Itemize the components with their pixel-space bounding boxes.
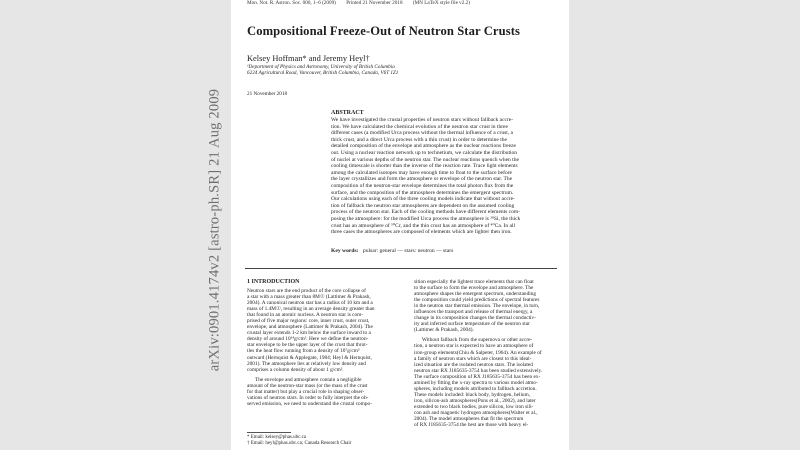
text-line: We have investigated the crustal properties of neutron stars without fallback accre- — [331, 117, 514, 123]
text-line: comprises a column density of about 1 g/cm². — [247, 366, 344, 373]
text-line: the composition could yield predictions of spectral features — [414, 297, 540, 304]
footnote: † Email: heyl@phas.ubc.ca; Canada Research Chair — [247, 441, 352, 446]
printed-date: Printed 21 November 2018 — [346, 0, 403, 6]
text-line: (Lattimer & Prakash, 2004). — [414, 327, 474, 334]
left-column-text — [247, 288, 391, 407]
section-heading: 1 INTRODUCTION — [247, 279, 300, 285]
text-line: The surface composition of RX J185635-3754 has been ex- — [414, 373, 541, 380]
text-line: posing the atmosphere: for the modified Urca process the atmosphere is ²⁸Si, the thick — [331, 215, 521, 222]
text-line: 2004). The model atmospheres that fit the spectrum — [414, 416, 524, 423]
text-line: thick crust, and a direct Urca process with a thin crust) in order to determine the — [331, 136, 507, 143]
keywords — [331, 248, 453, 254]
text-line: three cases the atmospheres are composed of elements which are lighter then iron. — [331, 229, 512, 236]
text-line: different cases (a modified Urca process without the thermal influence of a crust, a — [331, 130, 513, 137]
text-line: star envelope to be the upper layer of the crust that throt- — [247, 342, 368, 349]
text-line: iron-group elements(Chiu & Salpeter, 1964). An example of — [414, 349, 542, 356]
text-line: ized situation are the isolated neutron stars. The isolated — [414, 361, 533, 368]
running-head — [247, 0, 479, 6]
text-line: prised of five major regions: core, inner crust, outer crust, — [247, 318, 370, 325]
text-line: tion, a neutron star is expected to have an atmosphere of — [414, 343, 534, 350]
affiliation — [247, 64, 398, 77]
text-line: vations of neutron stars. In order to fully interpret the ob- — [247, 394, 369, 401]
text-line: tles the heat flow running from a density of 10⁷g/cm³ — [247, 348, 360, 355]
affiliation-line: 6224 Agricultural Road, Vancouver, British Columbia, Canada, V6T 1Z1 — [247, 70, 399, 77]
abstract-body — [331, 117, 557, 236]
footnote: * Email: kelsey@phas.ubc.ca — [247, 435, 307, 440]
text-line: Without fallback from the supernova or other accre- — [422, 337, 533, 344]
right-column — [414, 279, 558, 428]
text-line: of nuclei at various depths of the neutron star. The nuclear reactions quench when the — [331, 156, 519, 163]
text-line: ity and inferred surface temperature of the neutron star — [414, 321, 530, 328]
text-line: among the calculated isotopes may have enough time to float to the surface before — [331, 169, 512, 176]
text-line: that found in an atomic nucleus. A neutron star is com- — [247, 312, 364, 319]
text-line: tion. We have calculated the chemical evolution of the neutron star crust in three — [331, 123, 508, 130]
text-line: served emission, we need to understand the crustal compo- — [247, 400, 372, 407]
text-line: influences the transport and release of thermal energy, a — [414, 309, 533, 316]
keywords-text: pulsar: general — stars: neutron — stars — [362, 248, 454, 254]
abstract-heading: ABSTRACT — [331, 110, 364, 116]
text-line: amount of the neutron-star mass (or the mass of the crust — [247, 382, 368, 389]
text-line: atmosphere shapes the emergent spectrum, understanding — [414, 291, 536, 298]
affiliation-line: ¹Department of Physics and Astronomy, University of British Columbia — [247, 64, 395, 70]
arxiv-stamp: arXiv:0901.4174v2 [astro-ph.SR] 21 Aug 2009 — [206, 88, 223, 372]
keywords-label: Key words: — [331, 248, 359, 254]
text-line: composition of the neutron-star envelope determines the total photon flux from the — [331, 182, 514, 189]
text-line: neutron star RX J185635-3754 has been studied extensively. — [414, 367, 543, 374]
text-line: extended to two black bodies, pure silicon, low iron sili- — [414, 403, 534, 410]
text-line: detailed composition of the envelope and atmosphere as the nuclear reactions freeze — [331, 143, 516, 150]
journal-citation: Mon. Not. R. Astron. Soc. 000, 1–6 (2009) — [247, 0, 336, 6]
abstract — [331, 110, 557, 236]
text-line: density of around 10¹⁴g/cm³. Here we define the neutron- — [247, 336, 369, 343]
text-line: a star with a mass greater than 8M☉ (Lattimer & Prakash, — [247, 294, 371, 301]
text-line: con ash and magnetic hydrogen atmospheres(Walter et al., — [414, 409, 538, 416]
right-column-text — [414, 279, 558, 428]
footnote-rule — [247, 432, 291, 433]
text-line: for that matter) but play a crucial role in shaping obser- — [247, 388, 365, 395]
text-line: in the neutron star thermal emission. The envelope, in turn, — [414, 303, 540, 310]
paper-date: 21 November 2018 — [247, 91, 288, 97]
text-line: of RX J185635-3754 the best are those with heavy el- — [414, 422, 529, 429]
text-line: out. Using a nuclear reaction network up to technetium, we calculate the distribution — [331, 149, 518, 156]
text-line: cooling timescale is shorter than the inverse of the reaction rate. Trace light elements — [331, 163, 518, 170]
text-line: 2004). A canonical neutron star has a radius of 10 km and a — [247, 300, 373, 307]
text-line: surface, and the composition of the atmosphere determines the emergent spectrum. — [331, 189, 514, 196]
text-line: process of the neutron star. Each of the cooling methods have different elements com- — [331, 209, 520, 216]
text-line: iron, silicon-ash atmospheres(Pons et al., 2002), and later — [414, 397, 536, 404]
text-line: the layer crystallizes and form the atmosphere or envelope of the neutron star. The — [331, 176, 513, 183]
text-line: crust has an atmosphere of ⁵⁰Cr, and the thin crust has an atmosphere of ⁴⁰Ca. In all — [331, 222, 515, 229]
style-file-note: (MN LaTeX style file v2.2) — [412, 0, 470, 6]
text-line: 2001). The atmosphere lies at relatively low density and — [247, 360, 366, 367]
left-column — [247, 279, 391, 407]
text-line: to the surface to form the envelope and atmosphere. The — [414, 285, 534, 292]
text-line: envelope, and atmosphere (Lattimer & Prakash, 2004). The — [247, 324, 373, 331]
text-line: These models included: black body, hydrogen, helium, — [414, 391, 531, 398]
text-line: spheres, including models attributed to fallback accretion. — [414, 385, 537, 392]
text-line: crustal layer extends 1-2 km below the surface inward to a — [247, 330, 371, 337]
text-line: sition especially the lightest trace elements that can float — [414, 279, 534, 285]
text-line: a family of neutron stars which are closest to this ideal- — [414, 355, 532, 362]
text-line: amined by fitting the x-ray spectra to various model atmo- — [414, 379, 538, 386]
paper-page — [231, 0, 569, 450]
text-line: Neutron stars are the end product of the core collapse of — [247, 288, 366, 294]
text-line: outward (Hernquist & Applegate, 1984; Heyl & Hernquist, — [247, 354, 372, 361]
text-line: change in its composition changes the thermal conductiv- — [414, 315, 536, 322]
author-list: Kelsey Hoffman* and Jeremy Heyl† — [247, 54, 370, 63]
paper-title: Compositional Freeze-Out of Neutron Star Crusts — [247, 24, 520, 38]
text-line: Our calculations using each of the three cooling models indicate that without accre- — [331, 196, 515, 203]
text-line: tion of fallback the neutron star atmospheres are dependent on the assumed cooling — [331, 202, 515, 209]
text-line: mass of 1.4M☉, resulting in an average density greater than — [247, 306, 375, 313]
separator-rule — [245, 268, 557, 269]
text-line: The envelope and atmosphere contain a negligible — [255, 376, 362, 383]
footnotes — [247, 435, 351, 447]
